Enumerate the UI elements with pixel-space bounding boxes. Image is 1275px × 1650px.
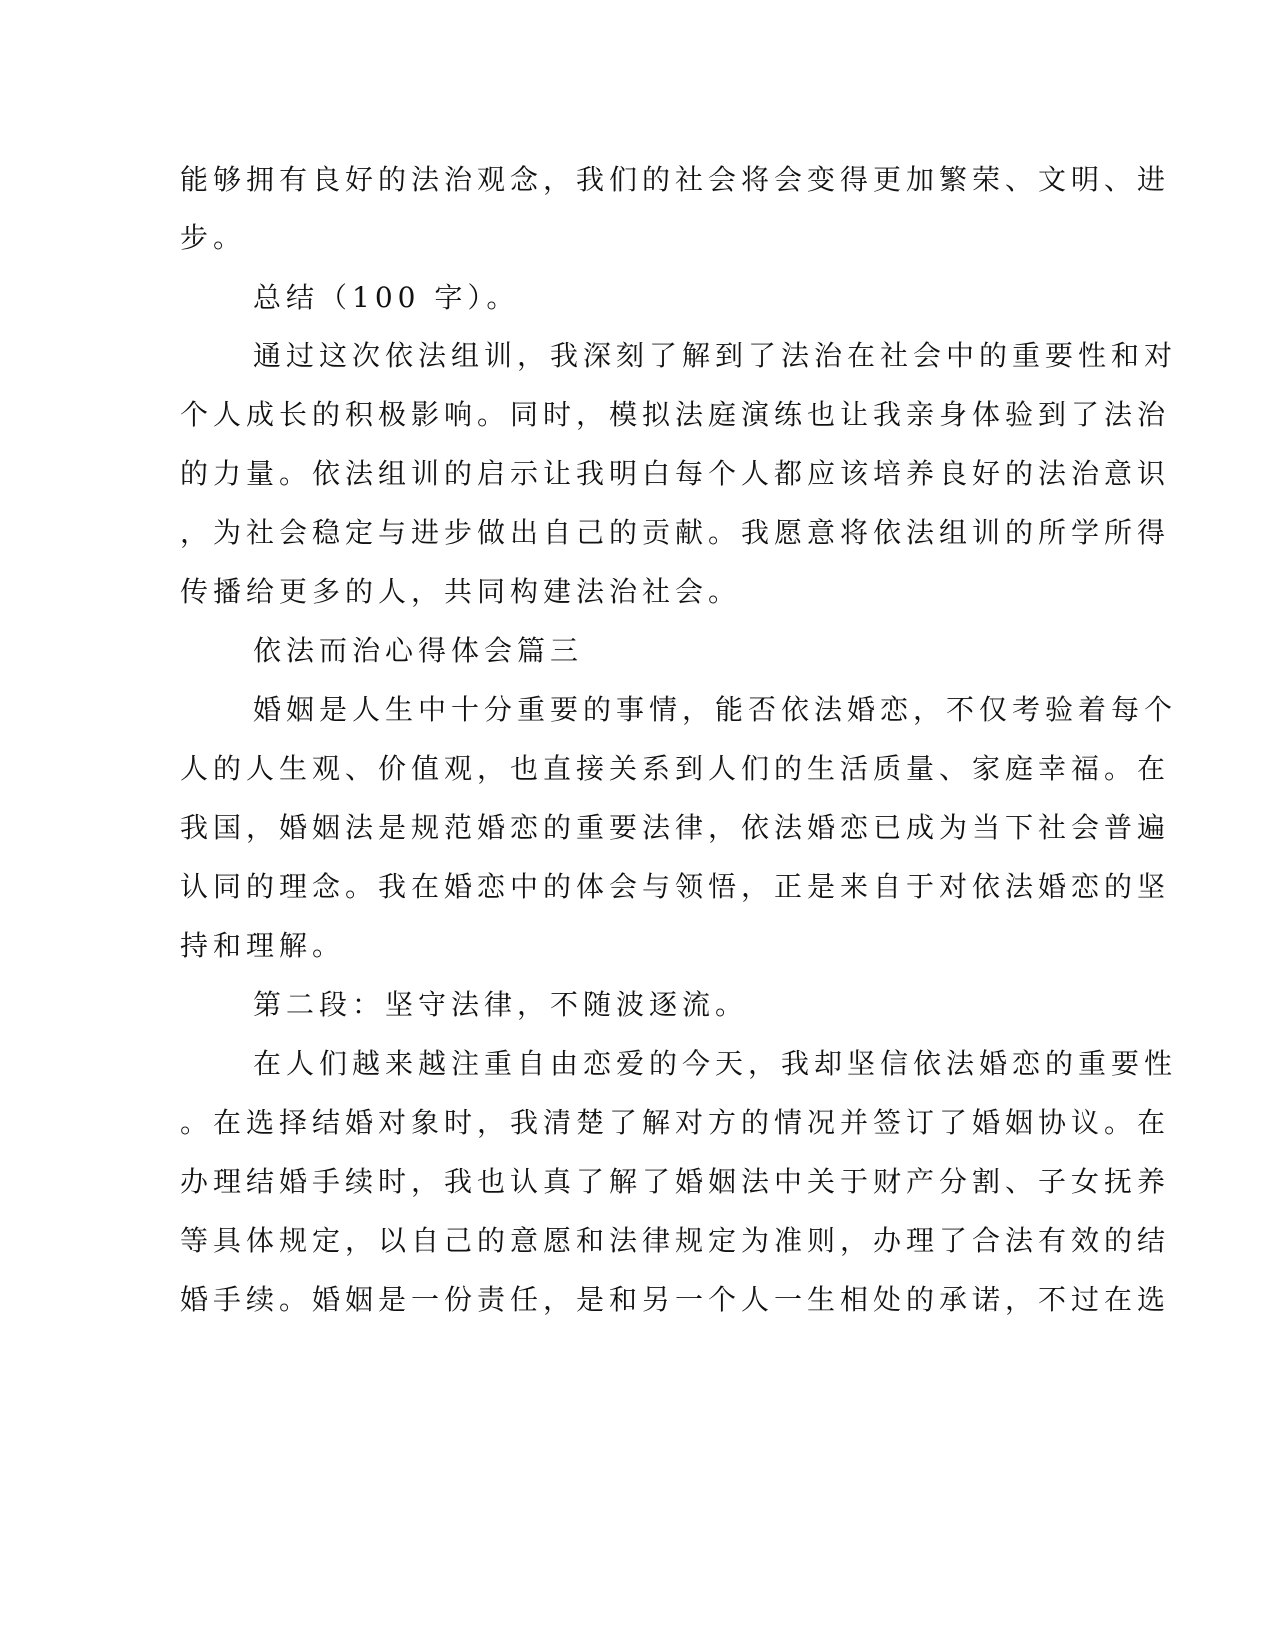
section-heading: 第二段：坚守法律，不随波逐流。 [253,988,749,1021]
text-line: 婚手续。婚姻是一份责任，是和另一个人一生相处的承诺，不过在选 [180,1283,1171,1316]
text-line: 在人们越来越注重自由恋爱的今天，我却坚信依法婚恋的重要性 [253,1047,1178,1080]
text-line: 通过这次依法组训，我深刻了解到了法治在社会中的重要性和对 [253,339,1178,372]
text-line: 。在选择结婚对象时，我清楚了解对方的情况并签订了婚姻协议。在 [180,1106,1171,1139]
text-line: 等具体规定，以自己的意愿和法律规定为准则，办理了合法有效的结 [180,1224,1171,1257]
section-heading: 总结（100 字）。 [253,281,520,314]
text-line: 个人成长的积极影响。同时，模拟法庭演练也让我亲身体验到了法治 [180,398,1171,431]
text-line: 能够拥有良好的法治观念，我们的社会将会变得更加繁荣、文明、进 [180,163,1171,196]
text-line: 认同的理念。我在婚恋中的体会与领悟，正是来自于对依法婚恋的坚 [180,870,1171,903]
text-line: 持和理解。 [180,929,346,962]
text-line: 步。 [180,221,247,254]
text-line: 婚姻是人生中十分重要的事情，能否依法婚恋，不仅考验着每个 [253,693,1178,726]
text-line: 办理结婚手续时，我也认真了解了婚姻法中关于财产分割、子女抚养 [180,1165,1171,1198]
text-line: 我国，婚姻法是规范婚恋的重要法律，依法婚恋已成为当下社会普遍 [180,811,1171,844]
text-line: ，为社会稳定与进步做出自己的贡献。我愿意将依法组训的所学所得 [180,516,1171,549]
text-line: 人的人生观、价值观，也直接关系到人们的生活质量、家庭幸福。在 [180,752,1171,785]
section-heading: 依法而治心得体会篇三 [253,634,584,667]
text-line: 传播给更多的人，共同构建法治社会。 [180,575,742,608]
text-line: 的力量。依法组训的启示让我明白每个人都应该培养良好的法治意识 [180,457,1171,490]
